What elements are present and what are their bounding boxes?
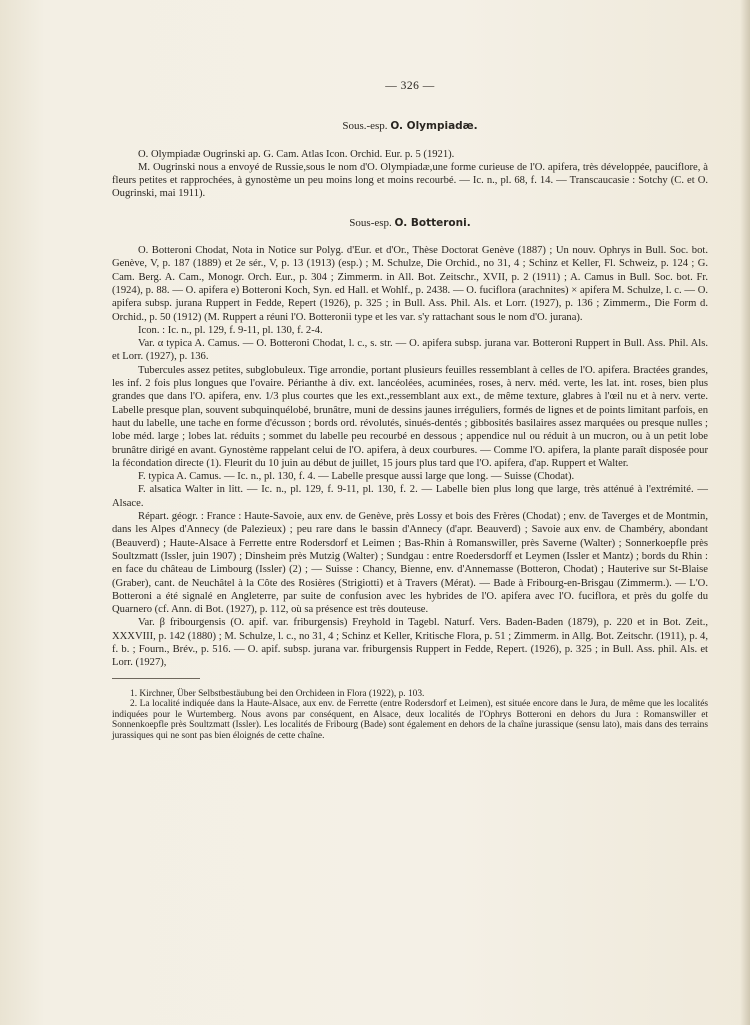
section-heading-prefix: Sous.-esp. (342, 120, 388, 133)
section-heading-olympiadae (112, 120, 708, 133)
paragraph-distribution: Répart. géogr. : France : Haute-Savoie, aux env. de Genève, près Lossy et bois des Frères (Chodat) ; env. de Taverges et de Montmin, dans les Alpes d'Annecy (de Palezieux) ; peu rare dans le bassin d'Annecy (d'apr. Beauverd) ; Savoie aux env. de Chambéry, abondant (Beauverd) ; Haute-Alsace à Ferrette entre Rodersdorf et Leimen ; Bas-Rhin à Romanswiller, près Saverne (Walter) ; Sonnerkoepfle près Soultzmatt (Issler, juin 1907) ; Dinsheim près Mutzig (Walter) ; Sundgau : entre Roedersdorff et Leymen (Issler et Mantz) ; bords du Rhin : en face du château de Limbourg (Issler) (2) ; — Suisse : Chancy, Bienne, env. d'Annemasse (Botteron, Chodat) ; Hauterive sur St-Blaise (Graber), cant. de Neuchâtel à la Côte des Rosières (Strigiotti) et à Travers (Mérat). — Bade à Fribourg-en-Brisgau (Zimmerm.). — L'O. Botteroni a été signalé en Angleterre, par suite de confusion avec les hybrides de l'O. apifera avec l'O. fuciflora, et près du golfe du Quarnero (cf. Ann. di Bot. (1927), p. 112, où sa présence est très douteuse. (112, 511, 708, 616)
footnote-2: 2. La localité indiquée dans la Haute-Alsace, aux env. de Ferrette (entre Rodersdorf et Leimen), est située encore dans le Jura, de même que les localités indiquées pour le Wurtemberg. Nous avons par conséquent, en Alsace, deux localités de l'Ophrys Botteroni en dehors du Jura : Romanswiller et Sonnenkoepfle près Soultzmatt (Issler). Les localités de Fribourg (Bade) sont également en dehors de la chaîne jurassique (sensu lato), mais dans des terrains jurassiques qui ne sont pas bien éloignés de cette chaîne. (112, 699, 708, 741)
paragraph-description: Tubercules assez petites, subglobuleux. Tige arrondie, portant plusieurs feuilles ressemblant à celles de l'O. apifera. Bractées grandes, les inf. 2 fois plus longues que l'ovaire. Périanthe à div. ext. lancéolées, acuminées, roses, à nerv. méd. verte, les lat. int. roses, bien plus grandes que dans l'O. apifera, env. 1/3 plus courtes que les ext.,ressemblant aux ext., de même texture, glabres à l'œil nu et à nerv. verte. Labelle presque plan, souvent subquinquélobé, brunâtre, muni de dessins jaunes irréguliers, formés de lignes et de points limitant parfois, en haut du labelle, une tache en forme d'écusson ; bords ord. révolutés, sinués-dentés ; gibbosités basilaires assez marquées ou presque nulles ; lobe méd. large ; lobes lat. réduits ; sommet du labelle peu recourbé en dessous ; appendice nul ou réduit à un mucron, ou à un petit lobe brunâtre dirigé en avant. Gynostème rappelant celui de l'O. apifera, à deux courbures. — Comme l'O. apifera, la plante paraît disposée pour la fécondation directe (1). Fleurit du 10 juin au début de juillet, 15 jours plus tard que l'O. apifera, d'ap. Ruppert et Walter. (112, 364, 708, 469)
page-number: — 326 — (385, 80, 435, 92)
paragraph-var-fribourgensis: Var. β fribourgensis (O. apif. var. friburgensis) Freyhold in Tagebl. Naturf. Vers. Baden-Baden (1879), p. 220 et in Bot. Zeit., XXXVIII, p. 142 (1880) ; M. Schulze, l. c., no 31, 4 ; Schinz et Keller, Kritische Flora, p. 51 ; Zimmerm. in Allg. Bot. Zeitschr. (1911), p. 4, f. b. ; Fourn., Brév., p. 516. — O. apif. subsp. jurana var. friburgensis Ruppert in Fedde, Repert. (1926), p. 325 ; in Bull. Ass. phil. Als. et Lorr. (1927), (112, 617, 708, 669)
footnote-1: 1. Kirchner, Über Selbstbestäubung bei den Orchideen in Flora (1922), p. 103. (130, 688, 425, 699)
page-content (112, 80, 708, 742)
paragraph-olympiadae-citation: O. Olympiadæ Ougrinski ap. G. Cam. Atlas Icon. Orchid. Eur. p. 5 (1921). (138, 148, 455, 160)
paragraph-olympiadae-description: M. Ougrinski nous a envoyé de Russie,sous le nom d'O. Olympiadæ,une forme curieuse de l'O. apifera, très développée, pauciflore, à fleurs petites et rapprochées, à gynostème un peu moins long et moins recourbé. — Ic. n., pl. 68, f. 14. — Transcaucasie : Sotchy (C. et O. Ougrinski, mai 1911). (112, 161, 708, 200)
section-heading-prefix: Sous-esp. (349, 216, 392, 229)
section-heading-botteroni (112, 217, 708, 230)
paragraph-form-alsatica: F. alsatica Walter in litt. — Ic. n., pl. 129, f. 9-11, pl. 130, f. 2. — Labelle bien plus long que large, très atténué à l'extrémité. — Alsace. (112, 484, 708, 509)
paragraph-botteroni-synonymy: O. Botteroni Chodat, Nota in Notice sur Polyg. d'Eur. et d'Or., Thèse Doctorat Genève (1887) ; Un nouv. Ophrys in Bull. Soc. bot. Genève, V, p. 187 (1889) et 2e sér., V, p. 13 (1913) (esp.) ; M. Schulze, Die Orchid., no 31, 4 ; Schinz et Keller, Fl. Schweiz, p. 124 ; G. Cam. Berg. A. Cam., Monogr. Orch. Eur., p. 304 ; Zimmerm. in All. Bot. Zeitschr., XVII, p. 2 (1911) ; A. Camus in Bull. Soc. bot. Fr. (1924), p. 88. — O. apifera e) Botteroni Koch, Syn. ed Hall. et Wohlf., p. 2438. — O. fuciflora (arachnites) × apifera M. Schulze, l. c. — O. apifera subsp. jurana Ruppert in Fedde, Repert (1926), p. 325 ; in Bull. Ass. Phil. Als. et Lorr. (1927), p. 136 ; Zimmerm., Die Form d. Orchid., p. 50 (1912) (M. Ruppert a réuni l'O. Botteronii type et les var. s'y rattachant sous le nom d'O. jurana). (112, 245, 708, 323)
paragraph-botteroni-icon: Icon. : Ic. n., pl. 129, f. 9-11, pl. 130, f. 2-4. (138, 324, 323, 336)
section-heading-taxon: O. Botteroni. (394, 216, 471, 229)
section-heading-taxon: O. Olympiadæ. (390, 120, 478, 133)
footnotes (112, 689, 708, 742)
paragraph-form-typica: F. typica A. Camus. — Ic. n., pl. 130, f. 4. — Labelle presque aussi large que long. — Suisse (Chodat). (138, 471, 575, 483)
page-edge-shadow (740, 0, 750, 1025)
footnote-divider (112, 678, 200, 679)
paragraph-var-typica: Var. α typica A. Camus. — O. Botteroni Chodat, l. c., s. str. — O. apifera subsp. jurana var. Botteroni Ruppert in Bull. Ass. Phil. Als. et Lorr. (1927), p. 136. (112, 338, 708, 363)
